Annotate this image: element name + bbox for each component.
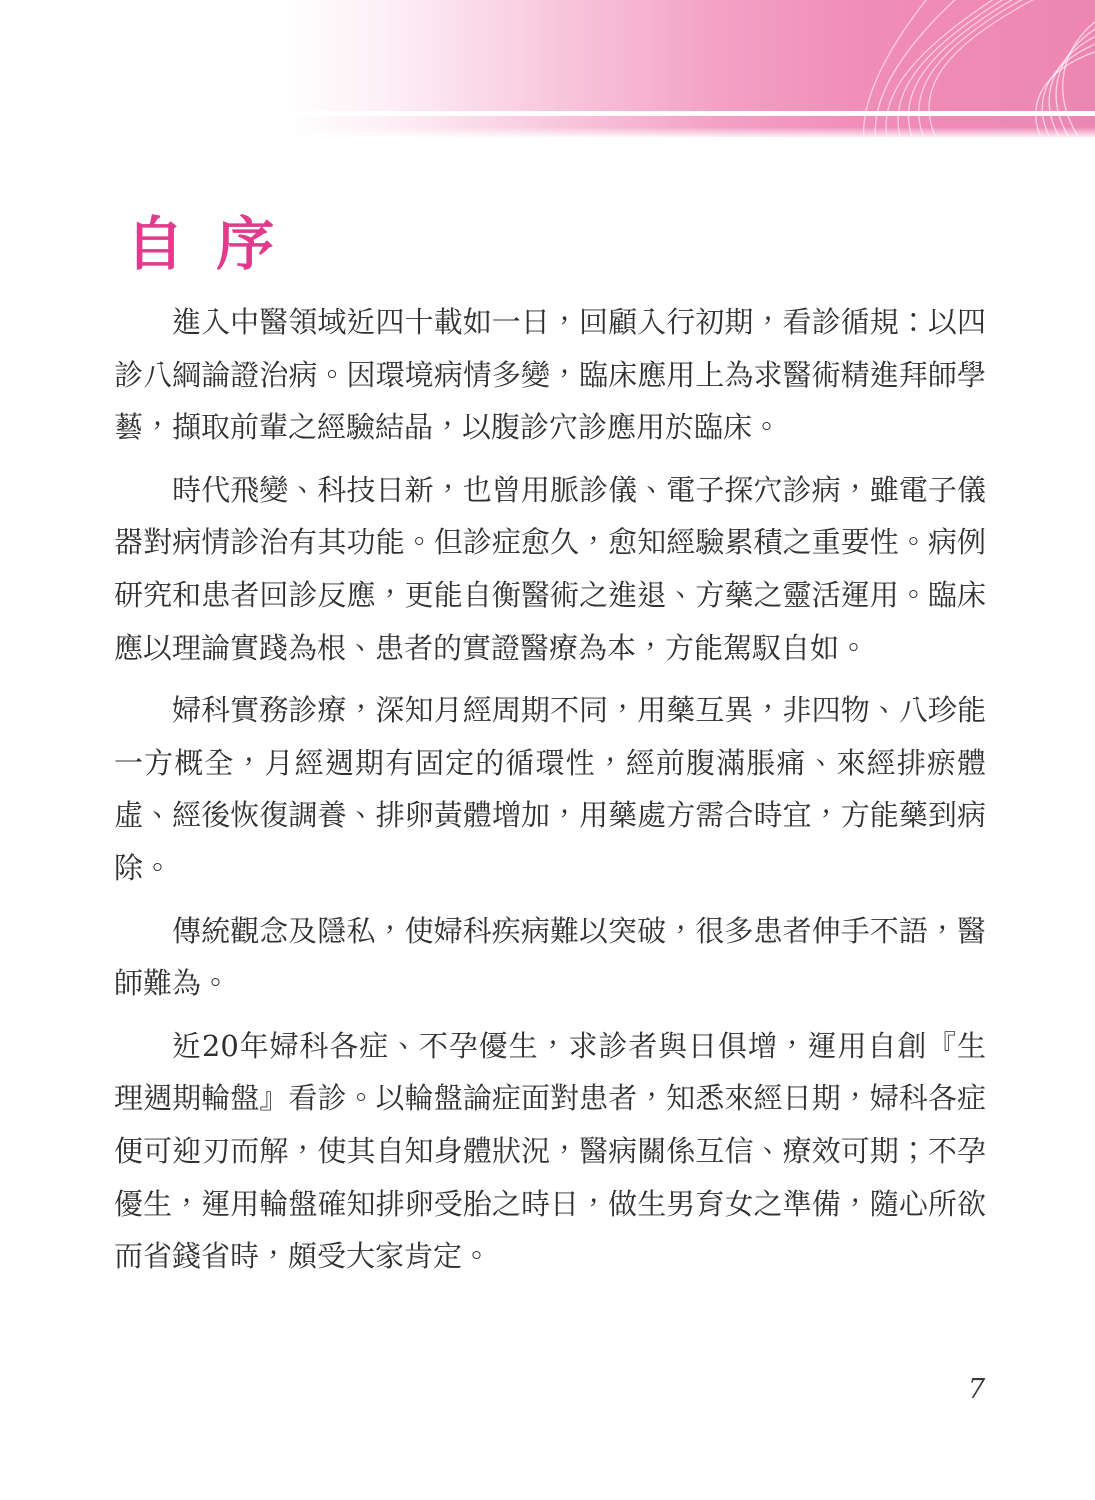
paragraph-4: 傳統觀念及隱私，使婦科疾病難以突破，很多患者伸手不語，醫師難為。: [114, 913, 986, 1001]
preface-text: [114, 296, 986, 1293]
header-band: [0, 0, 1095, 137]
paragraph-3: 婦科實務診療，深知月經周期不同，用藥互異，非四物、八珍能一方概全，月經週期有固定的循環性，經前腹滿脹痛、來經排瘀體虛、經後恢復調養、排卵黃體增加，用藥處方需合時宜，方能藥到病除。: [114, 693, 986, 885]
paragraph-1: 進入中醫領域近四十載如一日，回顧入行初期，看診循規：以四診八綱論證治病。因環境病情多變，臨床應用上為求醫術精進拜師學藝，擷取前輩之經驗結晶，以腹診穴診應用於臨床。: [114, 305, 986, 445]
paragraph-5: 近20年婦科各症、不孕優生，求診者與日俱增，運用自創『生理週期輪盤』看診。以輪盤論症面對患者，知悉來經日期，婦科各症便可迎刃而解，使其自知身體狀況，醫病關係互信、療效可期；不孕優生，運用輪盤確知排卵受胎之時日，做生男育女之準備，隨心所欲而省錢省時，頗受大家肯定。: [114, 1028, 986, 1274]
page-number: 7: [968, 1374, 986, 1405]
page-title: 自 序: [126, 210, 281, 278]
swoosh-curves-icon: [0, 0, 1095, 137]
paragraph-2: 時代飛變、科技日新，也曾用脈診儀、電子探穴診病，雖電子儀器對病情診治有其功能。但診症愈久，愈知經驗累積之重要性。病例研究和患者回診反應，更能自衡醫術之進退、方藥之靈活運用。臨床應以理論實踐為根、患者的實證醫療為本，方能駕馭自如。: [114, 472, 986, 665]
band-divider-line: [0, 111, 1095, 116]
